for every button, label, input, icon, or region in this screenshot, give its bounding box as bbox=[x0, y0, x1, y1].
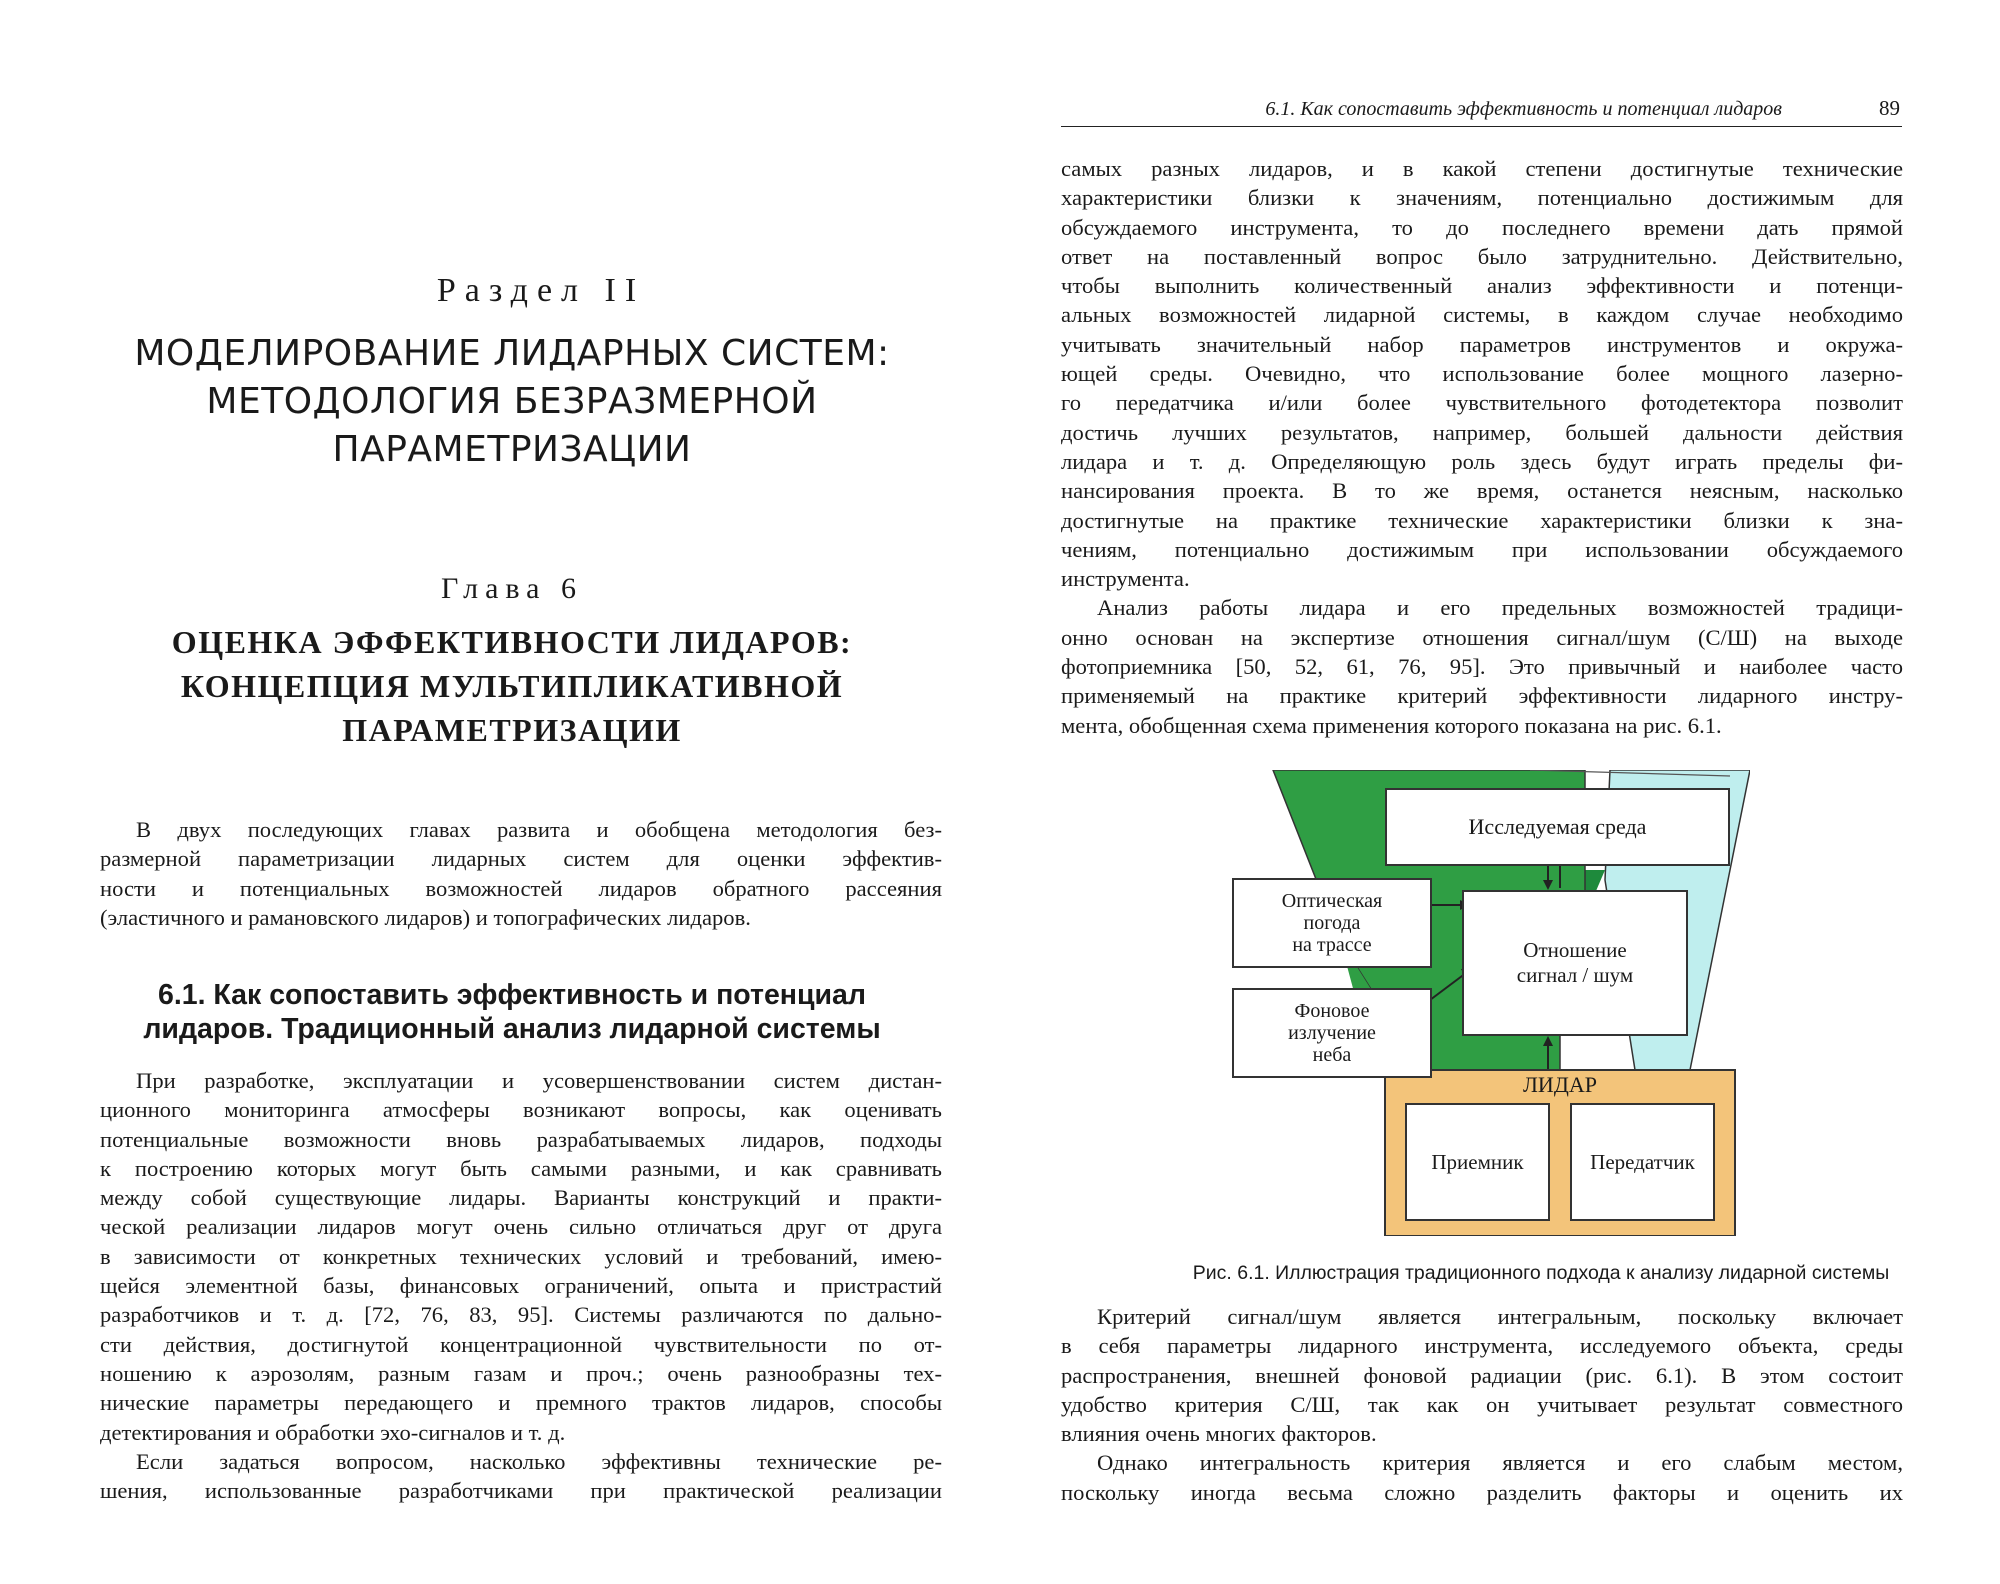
background-line: Фоновое bbox=[1294, 1000, 1370, 1022]
figure-lidar-diagram bbox=[1230, 770, 1750, 1236]
weather-box bbox=[1232, 878, 1432, 968]
environment-box: Исследуемая среда bbox=[1385, 788, 1730, 866]
weather-line: на трассе bbox=[1292, 934, 1372, 956]
text-line: детектирования и обработки эхо-сигналов и т. д. bbox=[100, 1419, 566, 1445]
text-line: ответ на поставленный вопрос было затруднительно. Действительно, bbox=[1061, 243, 1903, 269]
chapter-title bbox=[82, 620, 942, 752]
text-line: При разработке, эксплуатации и усовершенствовании систем дистан- bbox=[136, 1068, 942, 1093]
text-line: щейся элементной базы, финансовых ограничений, опыта и пристрастий bbox=[100, 1273, 942, 1299]
lidar-label: ЛИДАР bbox=[1523, 1072, 1597, 1097]
chapter-title-line: ПАРАМЕТРИЗАЦИИ bbox=[342, 712, 682, 748]
text-line: применяемый на практике критерий эффективности лидарного инстру- bbox=[1061, 683, 1903, 709]
body-paragraph bbox=[100, 1066, 942, 1505]
intro-paragraph bbox=[100, 815, 942, 932]
background-radiation-box bbox=[1232, 988, 1432, 1078]
section-title-line: МОДЕЛИРОВАНИЕ ЛИДАРНЫХ СИСТЕМ: bbox=[134, 333, 890, 374]
chapter-label: Глава 6 bbox=[441, 572, 583, 605]
chapter-title-line: ОЦЕНКА ЭФФЕКТИВНОСТИ ЛИДАРОВ: bbox=[171, 624, 853, 660]
snr-line: сигнал / шум bbox=[1516, 963, 1634, 987]
text-line: ношению к аэрозолям, разным газам и проч.; очень разнообразны тех- bbox=[100, 1360, 942, 1386]
text-line: между собой существующие лидары. Варианты конструкций и практи- bbox=[100, 1185, 942, 1211]
text-line: Критерий сигнал/шум является интегральным, поскольку включает bbox=[1097, 1304, 1903, 1329]
subsection-title-line: лидаров. Традиционный анализ лидарной системы bbox=[143, 1013, 881, 1045]
snr-line: Отношение bbox=[1523, 938, 1627, 962]
text-line: мента, обобщенная схема применения которого показана на рис. 6.1. bbox=[1061, 712, 1722, 738]
text-line: В двух последующих главах развита и обобщена методология без- bbox=[136, 817, 942, 842]
right-paragraph-3 bbox=[1061, 1302, 1903, 1507]
page-number: 89 bbox=[1879, 96, 1900, 120]
text-line: (эластичного и рамановского лидаров) и топографических лидаров. bbox=[100, 904, 751, 930]
text-line: чениям, потенциально достижимым при использовании обсуждаемого bbox=[1061, 536, 1903, 562]
figure-caption: Рис. 6.1. Иллюстрация традиционного подхода к анализу лидарной системы bbox=[1192, 1262, 1890, 1284]
text-line: альных возможностей лидарной системы, в каждом случае необходимо bbox=[1061, 302, 1903, 328]
text-line: фотоприемника [50, 52, 61, 76, 95]. Это привычный и наиболее часто bbox=[1061, 654, 1903, 680]
text-line: в себя параметры лидарного инструмента, исследуемого объекта, среды bbox=[1061, 1333, 1903, 1359]
text-line: го передатчика и/или более чувствительного фотодетектора позволит bbox=[1061, 390, 1903, 416]
text-line: Если задаться вопросом, насколько эффективны технические ре- bbox=[136, 1448, 942, 1474]
running-header bbox=[1061, 98, 1902, 127]
weather-line: Оптическая bbox=[1281, 890, 1383, 912]
background-line: излучение bbox=[1288, 1022, 1376, 1044]
subsection-title bbox=[82, 978, 942, 1046]
text-line: ционного мониторинга атмосферы возникают вопросы, как оценивать bbox=[100, 1097, 942, 1123]
text-line: к построению которых могут быть самыми разными, и как сравнивать bbox=[100, 1155, 942, 1181]
text-line: разработчиков и т. д. [72, 76, 83, 95]. Системы различаются по дально- bbox=[100, 1302, 942, 1328]
snr-box bbox=[1462, 890, 1688, 1036]
text-line: самых разных лидаров, и в какой степени достигнутые технические bbox=[1061, 156, 1903, 181]
text-line: удобство критерия С/Ш, так как он учитывает результат совместного bbox=[1061, 1391, 1903, 1417]
text-line: инструмента. bbox=[1061, 566, 1190, 592]
text-line: влияния очень многих факторов. bbox=[1061, 1421, 1377, 1447]
section-title-line: ПАРАМЕТРИЗАЦИИ bbox=[332, 429, 692, 470]
text-line: лидара и т. д. Определяющую роль здесь будут играть пределы фи- bbox=[1061, 448, 1903, 474]
text-line: достичь лучших результатов, например, большей дальности действия bbox=[1061, 419, 1903, 445]
background-line: неба bbox=[1312, 1044, 1352, 1066]
text-line: распространения, внешней фоновой радиации (рис. 6.1). В этом состоит bbox=[1061, 1362, 1903, 1388]
weather-line: погода bbox=[1303, 912, 1361, 934]
section-title bbox=[82, 330, 942, 474]
text-line: нансирования проекта. В то же время, останется неясным, насколько bbox=[1061, 478, 1903, 504]
transmitter-box: Передатчик bbox=[1570, 1103, 1715, 1221]
section-label: Раздел II bbox=[436, 272, 646, 309]
text-line: ности и потенциальных возможностей лидаров обратного рассеяния bbox=[100, 875, 942, 901]
text-line: характеристики близки к значениям, потенциально достижимым для bbox=[1061, 185, 1903, 211]
chapter-title-line: КОНЦЕПЦИЯ МУЛЬТИПЛИКАТИВНОЙ bbox=[180, 668, 844, 704]
text-line: учитывать значительный набор параметров инструментов и окружа- bbox=[1061, 331, 1903, 357]
text-line: Анализ работы лидара и его предельных возможностей традици- bbox=[1097, 595, 1903, 621]
text-line: ческой реализации лидаров могут очень сильно отличаться друг от друга bbox=[100, 1214, 942, 1240]
text-line: в зависимости от конкретных технических условий и требований, имею- bbox=[100, 1243, 942, 1269]
subsection-title-line: 6.1. Как сопоставить эффективность и потенциал bbox=[157, 979, 867, 1011]
text-line: онно основан на экспертизе отношения сигнал/шум (С/Ш) на выходе bbox=[1061, 624, 1903, 650]
text-line: Однако интегральность критерия является и его слабым местом, bbox=[1097, 1450, 1903, 1476]
right-paragraph-1 bbox=[1061, 154, 1903, 740]
text-line: нические параметры передающего и премного трактов лидаров, способы bbox=[100, 1390, 942, 1416]
text-line: потенциальные возможности вновь разрабатываемых лидаров, подходы bbox=[100, 1126, 942, 1152]
text-line: поскольку иногда весьма сложно разделить факторы и оценить их bbox=[1061, 1479, 1903, 1505]
text-line: обсуждаемого инструмента, то до последнего времени дать прямой bbox=[1061, 214, 1903, 240]
text-line: достигнутые на практике технические характеристики близки к зна- bbox=[1061, 507, 1903, 533]
running-header-title: 6.1. Как сопоставить эффективность и потенциал лидаров bbox=[1265, 98, 1782, 120]
text-line: сти действия, достигнутой концентрационной чувствительности по от- bbox=[100, 1331, 942, 1357]
text-line: размерной параметризации лидарных систем для оценки эффектив- bbox=[100, 846, 942, 872]
text-line: чтобы выполнить количественный анализ эффективности и потенци- bbox=[1061, 273, 1903, 299]
text-line: шения, использованные разработчиками при практической реализации bbox=[100, 1478, 942, 1504]
text-line: ющей среды. Очевидно, что использование более мощного лазерно- bbox=[1061, 361, 1903, 387]
section-title-line: МЕТОДОЛОГИЯ БЕЗРАЗМЕРНОЙ bbox=[206, 381, 818, 422]
receiver-box: Приемник bbox=[1405, 1103, 1550, 1221]
